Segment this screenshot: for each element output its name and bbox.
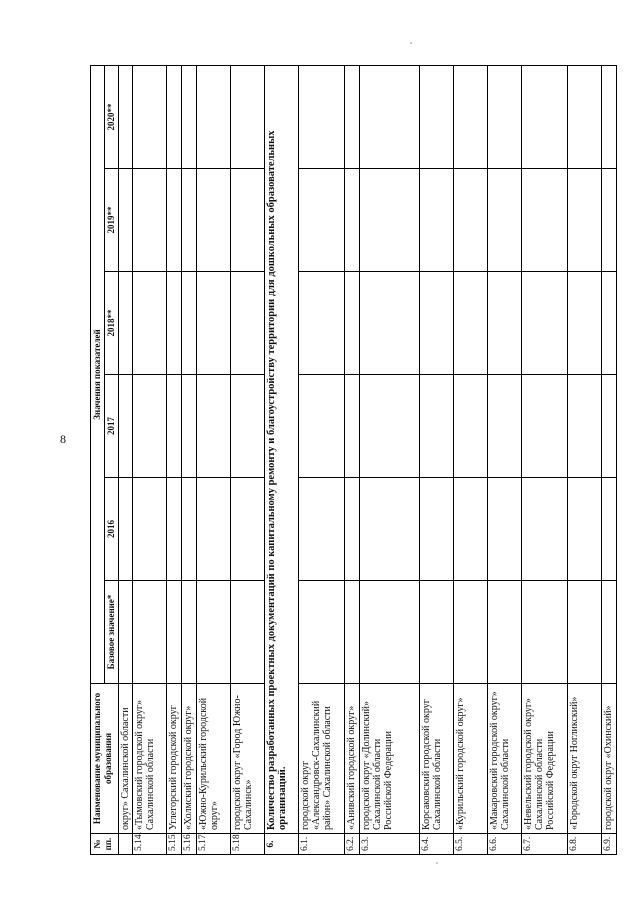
cell-empty (182, 375, 197, 478)
cell-empty (197, 272, 231, 375)
cell-empty (197, 375, 231, 478)
header-2017: 2017 (105, 375, 119, 478)
table-row (488, 66, 522, 855)
row-name: городской округ «Долинский» Сахалинской области Российской Федерации (360, 684, 420, 834)
table-row (133, 66, 167, 855)
cell-empty (602, 169, 617, 272)
cell-empty (231, 581, 265, 684)
cell-empty (488, 581, 522, 684)
header-2020: 2020** (105, 66, 119, 169)
cell-empty (345, 169, 360, 272)
header-2018: 2018** (105, 272, 119, 375)
row-number: 5.16. (182, 834, 197, 855)
rotated-table-container (90, 65, 620, 855)
cell-empty (420, 478, 454, 581)
cell-empty (420, 169, 454, 272)
cell-empty (133, 375, 167, 478)
row-name: округ» Сахалинской области (119, 684, 133, 834)
cell-empty (197, 169, 231, 272)
cell-empty (182, 478, 197, 581)
header-num: № пп. (91, 834, 119, 855)
row-name: Корсаковский городской округ Сахалинской области (420, 684, 454, 834)
row-name: «Тымовский городской округ» Сахалинской области (133, 684, 167, 834)
cell-empty (167, 66, 182, 169)
header-2019: 2019** (105, 169, 119, 272)
cell-empty (360, 375, 420, 478)
header-name: Наименование муниципального образования (91, 684, 119, 834)
cell-empty (197, 66, 231, 169)
cell-empty (345, 581, 360, 684)
cell-empty (360, 272, 420, 375)
cell-empty (167, 375, 182, 478)
cell-empty (522, 169, 568, 272)
row-number: 6.7. (522, 834, 568, 855)
table-row (360, 66, 420, 855)
scan-speck (436, 862, 438, 864)
row-name: «Анивский городской округ» (345, 684, 360, 834)
cell-empty (522, 272, 568, 375)
cell-empty (231, 375, 265, 478)
cell-empty (133, 272, 167, 375)
cell-empty (488, 478, 522, 581)
cell-empty (454, 66, 488, 169)
cell-empty (299, 66, 345, 169)
cell-empty (231, 66, 265, 169)
cell-empty (420, 581, 454, 684)
cell-empty (360, 581, 420, 684)
cell-empty (231, 478, 265, 581)
row-name: городской округ «Город Южно-Сахалинск» (231, 684, 265, 834)
cell-empty (345, 478, 360, 581)
table-row (568, 66, 602, 855)
cell-empty (167, 272, 182, 375)
cell-empty (133, 169, 167, 272)
row-number: 6.2. (345, 834, 360, 855)
table-row (602, 66, 617, 855)
page-number: 8 (60, 432, 66, 446)
cell-empty (231, 272, 265, 375)
cell-empty (119, 66, 133, 169)
cell-empty (231, 169, 265, 272)
row-number: 5.14. (133, 834, 167, 855)
cell-empty (360, 169, 420, 272)
cell-empty (568, 478, 602, 581)
cell-empty (602, 66, 617, 169)
cell-empty (182, 169, 197, 272)
cell-empty (167, 478, 182, 581)
cell-empty (119, 375, 133, 478)
cell-empty (420, 66, 454, 169)
cell-empty (119, 478, 133, 581)
row-number: 5.17. (197, 834, 231, 855)
cell-empty (454, 581, 488, 684)
cell-empty (568, 581, 602, 684)
cell-empty (488, 272, 522, 375)
cell-empty (454, 169, 488, 272)
scan-speck (410, 42, 412, 44)
cell-empty (420, 375, 454, 478)
cell-empty (488, 169, 522, 272)
cell-empty (133, 581, 167, 684)
cell-empty (197, 581, 231, 684)
row-name: Углегорский городской округ (167, 684, 182, 834)
cell-empty (299, 478, 345, 581)
cell-empty (522, 581, 568, 684)
cell-empty (360, 66, 420, 169)
table-row (522, 66, 568, 855)
table-row (231, 66, 265, 855)
cell-empty (345, 272, 360, 375)
cell-empty (167, 169, 182, 272)
cell-empty (420, 272, 454, 375)
header-values-group: Значения показателей (91, 66, 105, 684)
cell-empty (568, 66, 602, 169)
cell-empty (182, 272, 197, 375)
cell-empty (454, 272, 488, 375)
indicators-table (90, 65, 617, 855)
row-number: 6.9. (602, 834, 617, 855)
row-name: городской округ «Александровск-Сахалинский район» Сахалинской области (299, 684, 345, 834)
row-number (119, 834, 133, 855)
cell-empty (345, 375, 360, 478)
row-number: 5.15. (167, 834, 182, 855)
table-row (454, 66, 488, 855)
cell-empty (182, 581, 197, 684)
cell-empty (299, 169, 345, 272)
cell-empty (454, 478, 488, 581)
cell-empty (568, 272, 602, 375)
row-name: «Курильский городской округ» (454, 684, 488, 834)
cell-empty (299, 581, 345, 684)
table-row (420, 66, 454, 855)
cell-empty (197, 478, 231, 581)
cell-empty (345, 66, 360, 169)
cell-empty (119, 581, 133, 684)
table-row (345, 66, 360, 855)
row-name: «Южно-Курильский городской округ» (197, 684, 231, 834)
cell-empty (568, 169, 602, 272)
row-name: «Городской округ Ногликский» (568, 684, 602, 834)
header-2016: 2016 (105, 478, 119, 581)
cell-empty (299, 375, 345, 478)
cell-empty (360, 478, 420, 581)
table-row (197, 66, 231, 855)
cell-empty (454, 375, 488, 478)
cell-empty (522, 478, 568, 581)
row-number: 6.1. (299, 834, 345, 855)
cell-empty (602, 375, 617, 478)
table-row (299, 66, 345, 855)
row-name: городской округ «Охинский» (602, 684, 617, 834)
cell-empty (133, 66, 167, 169)
cell-empty (488, 375, 522, 478)
cell-empty (119, 169, 133, 272)
row-name: «Холмский городской округ» (182, 684, 197, 834)
row-name: «Невельский городской округ» Сахалинской области Российской Федерации (522, 684, 568, 834)
row-number: 6.8. (568, 834, 602, 855)
row-number: 5.18. (231, 834, 265, 855)
cell-empty (133, 478, 167, 581)
cell-empty (119, 272, 133, 375)
row-number: 6.4. (420, 834, 454, 855)
table-row (167, 66, 182, 855)
cell-empty (182, 66, 197, 169)
cell-empty (299, 272, 345, 375)
cell-empty (167, 581, 182, 684)
table-row (182, 66, 197, 855)
cell-empty (568, 375, 602, 478)
header-base: Базовое значение* (105, 581, 119, 684)
section-number: 6. (265, 834, 299, 855)
table-row (119, 66, 133, 855)
row-number: 6.6. (488, 834, 522, 855)
cell-empty (522, 375, 568, 478)
cell-empty (602, 478, 617, 581)
cell-empty (602, 272, 617, 375)
row-number: 6.5. (454, 834, 488, 855)
section-row (265, 66, 299, 855)
row-number: 6.3. (360, 834, 420, 855)
row-name: «Макаровский городской округ» Сахалинской области (488, 684, 522, 834)
cell-empty (488, 66, 522, 169)
cell-empty (522, 66, 568, 169)
cell-empty (602, 581, 617, 684)
section-title: Количество разработанных проектных документаций по капитальному ремонту и благоустройству территории для дошкольных образовательных организаций. (265, 66, 299, 834)
